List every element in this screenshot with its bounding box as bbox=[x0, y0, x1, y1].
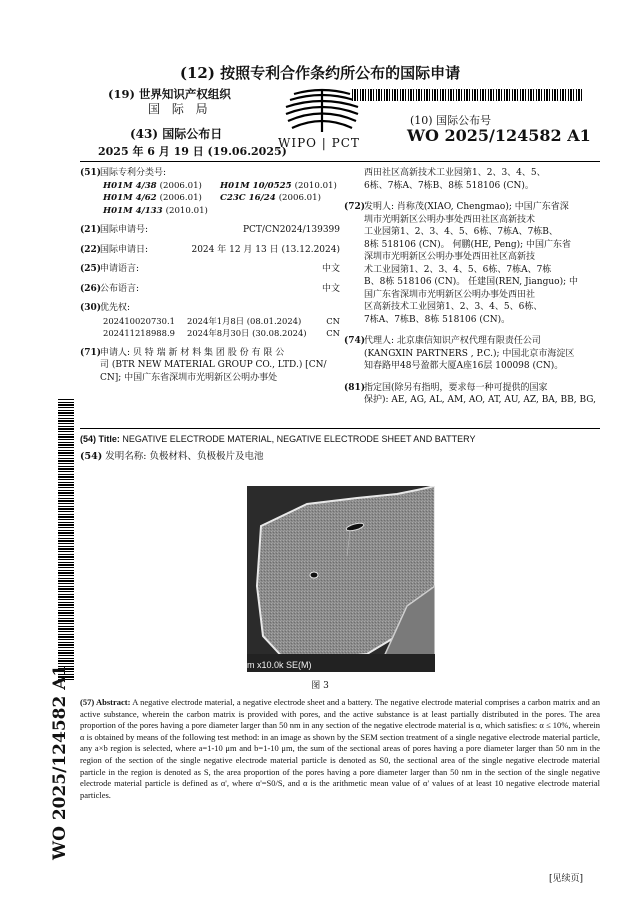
title-zh-line bbox=[80, 451, 600, 464]
side-barcode-icon bbox=[58, 398, 74, 680]
ipc-date: (2006.01) bbox=[278, 193, 321, 203]
international-bureau: 国 际 局 bbox=[148, 102, 212, 116]
ipc-code: H01M 4/62 bbox=[103, 193, 157, 203]
pub-lang: 中文 bbox=[321, 283, 340, 294]
abstract-text: A negative electrode material, a negative electrode sheet and a battery. The negative electrode material comprises a carbon matrix and an active substance, wherein the carbon matrix is provided with pores, and the active substance is at least partially distributed in the pores. The area proportion of the pores having a pore diameter larger than 50 nm in any section of the negative electrode material is α, which satisfies: α ≤ 10%, wherein α is obtained by means of the following test method: in an image as shown by the SEM section treatment of a single negative electrode material particle, any a×b region is selected, where a=1-10 μm and b=1-10 μm, the sum of the sectional areas of pores having a pore diameter larger than 50 nm in the region of the section of the single negative electrode material particle is denoted as S0, the sectional area of the single negative electrode material particle in the region is denoted as S, the area proportion of the pores having a pore diameter larger than 50 nm in the section of the single negative electrode material particle is defined as α', where α'=S0/S, and α is the arithmetic mean value of α' values of at least 10 negative electrode material particles. bbox=[80, 697, 601, 800]
abstract bbox=[80, 697, 600, 801]
sem-scale-label: m x10.0k SE(M) bbox=[247, 660, 312, 670]
priority-no: 202411218988.9 bbox=[103, 328, 175, 338]
ipc-code: H01M 4/133 bbox=[103, 205, 163, 216]
field-81-label: (81) bbox=[344, 382, 366, 393]
agent-line: 代理人: 北京康信知识产权代理有限责任公司 bbox=[364, 336, 541, 346]
abstract-label: (57) Abstract: bbox=[80, 697, 131, 707]
filing-lang: 中文 bbox=[321, 264, 340, 274]
applicant-line: 申请人: 贝 特 瑞 新 材 料 集 团 股 份 有 限 公 bbox=[100, 347, 285, 358]
wipo-pct-logo-text: WIPO | PCT bbox=[278, 136, 360, 150]
title-en-label: Title: bbox=[98, 434, 120, 444]
pub-date-label: (43) 国际公布日 bbox=[130, 127, 223, 141]
inventor-line: 区高新技术工业园第1、2、3、4、5、6栋、 bbox=[364, 302, 543, 312]
inventor-line: 国广东省深圳市光明新区公明办事处西田社 bbox=[364, 289, 536, 300]
designated-states-line: 保护): AE, AG, AL, AM, AO, AT, AU, AZ, BA, BB, BG, bbox=[364, 395, 596, 405]
inventor-line: 圳市光明新区公明办事处西田社区高新技术 bbox=[364, 214, 536, 225]
inventor-line: 发明人: 肖称茂(XIAO, Chengmao); 中国广东省深 bbox=[364, 202, 569, 212]
inventor-line: 8栋 518106 (CN)。 何鹏(HE, Peng); 中国广东省 bbox=[364, 239, 572, 250]
priority-no: 202410020730.1 bbox=[103, 315, 175, 326]
pub-lang-title: 公布语言: bbox=[100, 283, 140, 294]
barcode-icon bbox=[352, 89, 584, 101]
priority-date: 2024年8月30日 (30.08.2024) bbox=[187, 328, 307, 338]
biblio-left bbox=[80, 167, 342, 384]
app-date: 2024 年 12 月 13 日 (13.12.2024) bbox=[191, 244, 340, 255]
wipo-org-name: (19) 世界知识产权组织 bbox=[108, 87, 231, 101]
filing-lang-title: 申请语言: bbox=[100, 264, 140, 274]
sem-figure bbox=[247, 486, 435, 672]
priority-country: CN bbox=[326, 315, 340, 326]
title-zh-label: 发明名称: bbox=[105, 451, 147, 462]
title-divider bbox=[80, 428, 600, 429]
vertical-pub-number: WO 2025/124582 A1 bbox=[50, 664, 70, 860]
app-no-title: 国际申请号: bbox=[100, 225, 149, 235]
applicant-line: CN]; 中国广东省深圳市光明新区公明办事处 bbox=[100, 372, 278, 383]
agent-line: 知春路甲48号盈都大厦A座16层 100098 (CN)。 bbox=[364, 361, 564, 371]
ipc-date: (2006.01) bbox=[159, 180, 202, 191]
designated-states-line: 指定国(除另有指明，要求每一种可提供的国家 bbox=[364, 382, 548, 393]
agent-line: (KANGXIN PARTNERS , P.C.); 中国北京市海淀区 bbox=[364, 348, 575, 359]
document-title: (12) 按照专利合作条约所公布的国际申请 bbox=[179, 64, 461, 82]
ipc-date: (2006.01) bbox=[159, 193, 202, 203]
title-en: NEGATIVE ELECTRODE MATERIAL, NEGATIVE ELECTRODE SHEET AND BATTERY bbox=[122, 434, 476, 444]
field-71-label: (71) bbox=[80, 347, 102, 358]
ipc-code: H01M 10/0525 bbox=[220, 180, 292, 191]
field-22-label: (22) bbox=[80, 244, 102, 255]
ipc-code: C23C 16/24 bbox=[220, 193, 276, 203]
inventor-line: B、8栋 518106 (CN)。 任建国(REN, Jianguo); 中 bbox=[364, 277, 578, 287]
field-54-label: (54) bbox=[80, 434, 97, 444]
continued-note: [见续页] bbox=[549, 874, 584, 884]
sem-image-icon bbox=[247, 486, 435, 672]
priority-title: 优先权: bbox=[100, 303, 131, 313]
field-26-label: (26) bbox=[80, 283, 102, 294]
pub-no-label: (10) 国际公布号 bbox=[410, 114, 492, 127]
applicant-address-cont: 西田社区高新技术工业园第1、2、3、4、5、 bbox=[364, 168, 546, 178]
biblio-right bbox=[344, 167, 600, 407]
app-no: PCT/CN2024/139399 bbox=[242, 225, 340, 235]
ipc-title: 国际专利分类号: bbox=[100, 168, 167, 178]
figure-caption: 图 3 bbox=[311, 681, 329, 691]
field-74-label: (74) bbox=[344, 336, 366, 346]
priority-country: CN bbox=[326, 328, 340, 338]
inventor-line: 工业园第1、2、3、4、5、6栋、7栋A、7栋B、 bbox=[364, 227, 558, 237]
inventor-line: 深圳市光明新区公明办事处西田社区高新技 bbox=[364, 252, 536, 262]
header-divider bbox=[80, 161, 600, 162]
field-72-label: (72) bbox=[344, 202, 366, 212]
field-21-label: (21) bbox=[80, 225, 102, 235]
pub-date: 2025 年 6 月 19 日 (19.06.2025) bbox=[98, 145, 287, 158]
inventor-line: 术工业园第1、2、3、4、5、6栋、7栋A、7栋 bbox=[364, 264, 552, 275]
applicant-address-cont: 6栋、7栋A、7栋B、8栋 518106 (CN)。 bbox=[364, 180, 534, 191]
field-25-label: (25) bbox=[80, 264, 102, 274]
field-51-label: (51) bbox=[80, 168, 102, 178]
title-zh: 负极材料、负极极片及电池 bbox=[149, 451, 264, 462]
field-54-label: (54) bbox=[80, 451, 103, 462]
pub-number: WO 2025/124582 A1 bbox=[407, 126, 591, 145]
field-30-label: (30) bbox=[80, 303, 102, 313]
ipc-date: (2010.01) bbox=[165, 205, 208, 216]
priority-date: 2024年1月8日 (08.01.2024) bbox=[187, 315, 302, 326]
applicant-line: 司 (BTR NEW MATERIAL GROUP CO., LTD.) [CN/ bbox=[100, 360, 327, 370]
app-date-title: 国际申请日: bbox=[100, 244, 149, 255]
title-en-line bbox=[80, 433, 600, 446]
inventor-line: 7栋A、7栋B、8栋 518106 (CN)。 bbox=[364, 314, 511, 325]
ipc-code: H01M 4/38 bbox=[103, 180, 157, 191]
ipc-date: (2010.01) bbox=[294, 180, 337, 191]
